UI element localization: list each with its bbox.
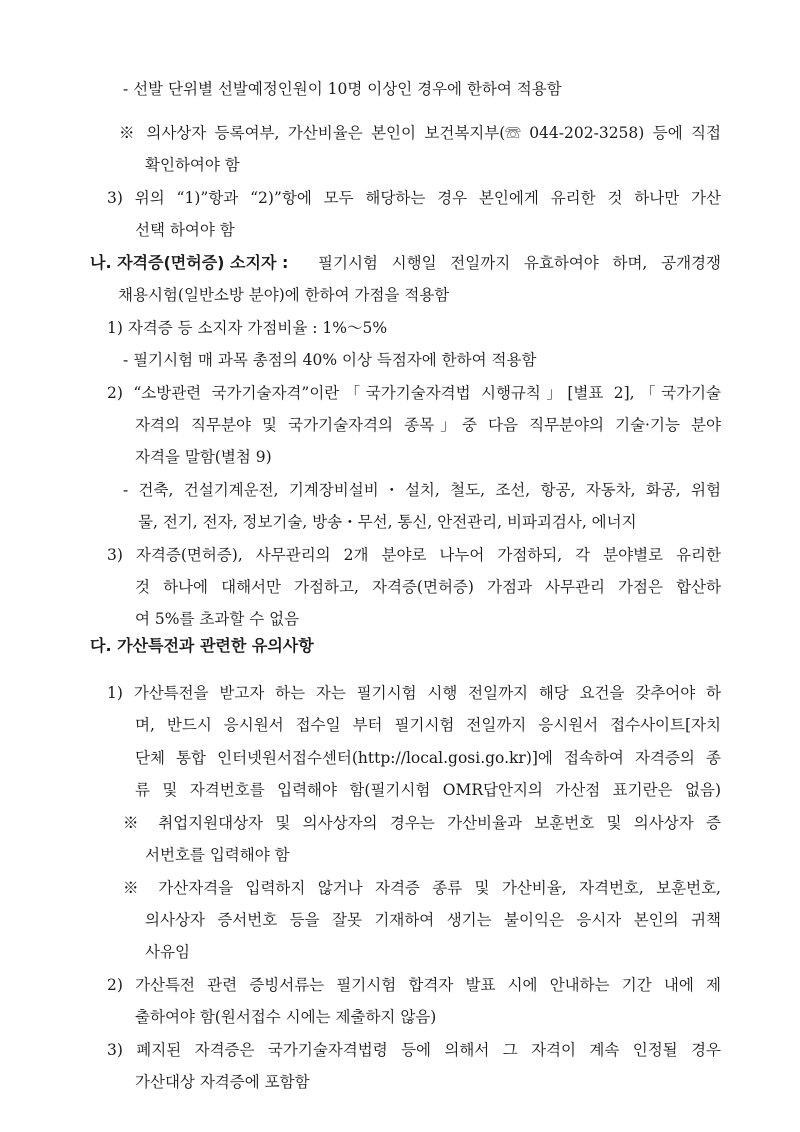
text-line: 선택 하여야 함 [135, 221, 235, 239]
text-line: ※ 취업지원대상자 및 의사상자의 경우는 가산비율과 보훈번호 및 의사상자 증 [123, 814, 721, 832]
text-line: 1) 자격증 등 소지자 가점비율 : 1%～5% [107, 319, 388, 337]
text-line: 3) 위의 “1)”항과 “2)”항에 모두 해당하는 경우 본인에게 유리한 것 하나만 가산 [107, 189, 721, 207]
text-line: 단체 통합 인터넷원서접수센터(http://local.gosi.go.kr)]에 접속하여 자격증의 종 [135, 749, 721, 767]
text-line: 의사상자 증서번호 등을 잘못 기재하여 생기는 불이익은 응시자 본인의 귀책 [145, 911, 721, 929]
text-line: ※ 가산자격을 입력하지 않거나 자격증 종류 및 가산비율, 자격번호, 보훈번호, [123, 879, 721, 897]
section-da-heading: 다. 가산특전과 관련한 유의사항 [90, 636, 314, 655]
text-line: - 선발 단위별 선발예정인원이 10명 이상인 경우에 한하여 적용함 [123, 80, 562, 98]
text-line: 3) 자격증(면허증), 사무관리의 2개 분야로 나누어 가점하되, 각 분야별로 유리한 [107, 546, 721, 564]
text-line: 1) 가산특전을 받고자 하는 자는 필기시험 시행 전일까지 해당 요건을 갖추어야 하 [107, 684, 721, 702]
text-line: 것 하나에 대해서만 가점하고, 자격증(면허증) 가점과 사무관리 가점은 합산하 [135, 578, 721, 596]
text-line: 필기시험 시행일 전일까지 유효하여야 하며, 공개경쟁 [318, 254, 721, 272]
text-line: 출하여야 함(원서접수 시에는 제출하지 않음) [135, 1008, 437, 1026]
text-line: - 건축, 건설기계운전, 기계장비설비・설치, 철도, 조선, 항공, 자동차, 화공, 위험 [123, 481, 721, 499]
text-line: 서번호를 입력해야 함 [145, 846, 290, 864]
text-line: 며, 반드시 응시원서 접수일 부터 필기시험 전일까지 응시원서 접수사이트[자치 [135, 716, 721, 734]
text-line: 채용시험(일반소방 분야)에 한하여 가점을 적용함 [118, 286, 450, 304]
text-line: 2) 가산특전 관련 증빙서류는 필기시험 합격자 발표 시에 안내하는 기간 내에 제 [107, 976, 721, 994]
text-line: 사유임 [145, 943, 190, 961]
text-line: ※ 의사상자 등록여부, 가산비율은 본인이 보건복지부(☏ 044-202-3258) 등에 직접 [119, 124, 721, 142]
section-na-heading: 나. 자격증(면허증) 소지자 : [90, 253, 289, 272]
text-line: 2) “소방관련 국가기술자격”이란「국가기술자격법 시행규칙」[별표 2],「국가기술 [107, 384, 721, 402]
text-line: - 필기시험 매 과목 총점의 40% 이상 득점자에 한하여 적용함 [123, 351, 537, 369]
text-line: 자격을 말함(별첨 9) [135, 448, 272, 466]
text-line: 여 5%를 초과할 수 없음 [135, 610, 300, 628]
text-line: 가산대상 자격증에 포함함 [135, 1073, 310, 1091]
text-line: 3) 폐지된 자격증은 국가기술자격법령 등에 의해서 그 자격이 계속 인정될 경우 [107, 1041, 721, 1059]
text-line: 자격의 직무분야 및 국가기술자격의 종목」중 다음 직무분야의 기술·기능 분야 [135, 416, 721, 434]
text-line: 확인하여야 함 [145, 156, 240, 174]
text-line: 류 및 자격번호를 입력해야 함(필기시험 OMR답안지의 가산점 표기란은 없음) [135, 781, 721, 799]
text-line: 물, 전기, 전자, 정보기술, 방송・무선, 통신, 안전관리, 비파괴검사, 에너지 [138, 513, 637, 531]
